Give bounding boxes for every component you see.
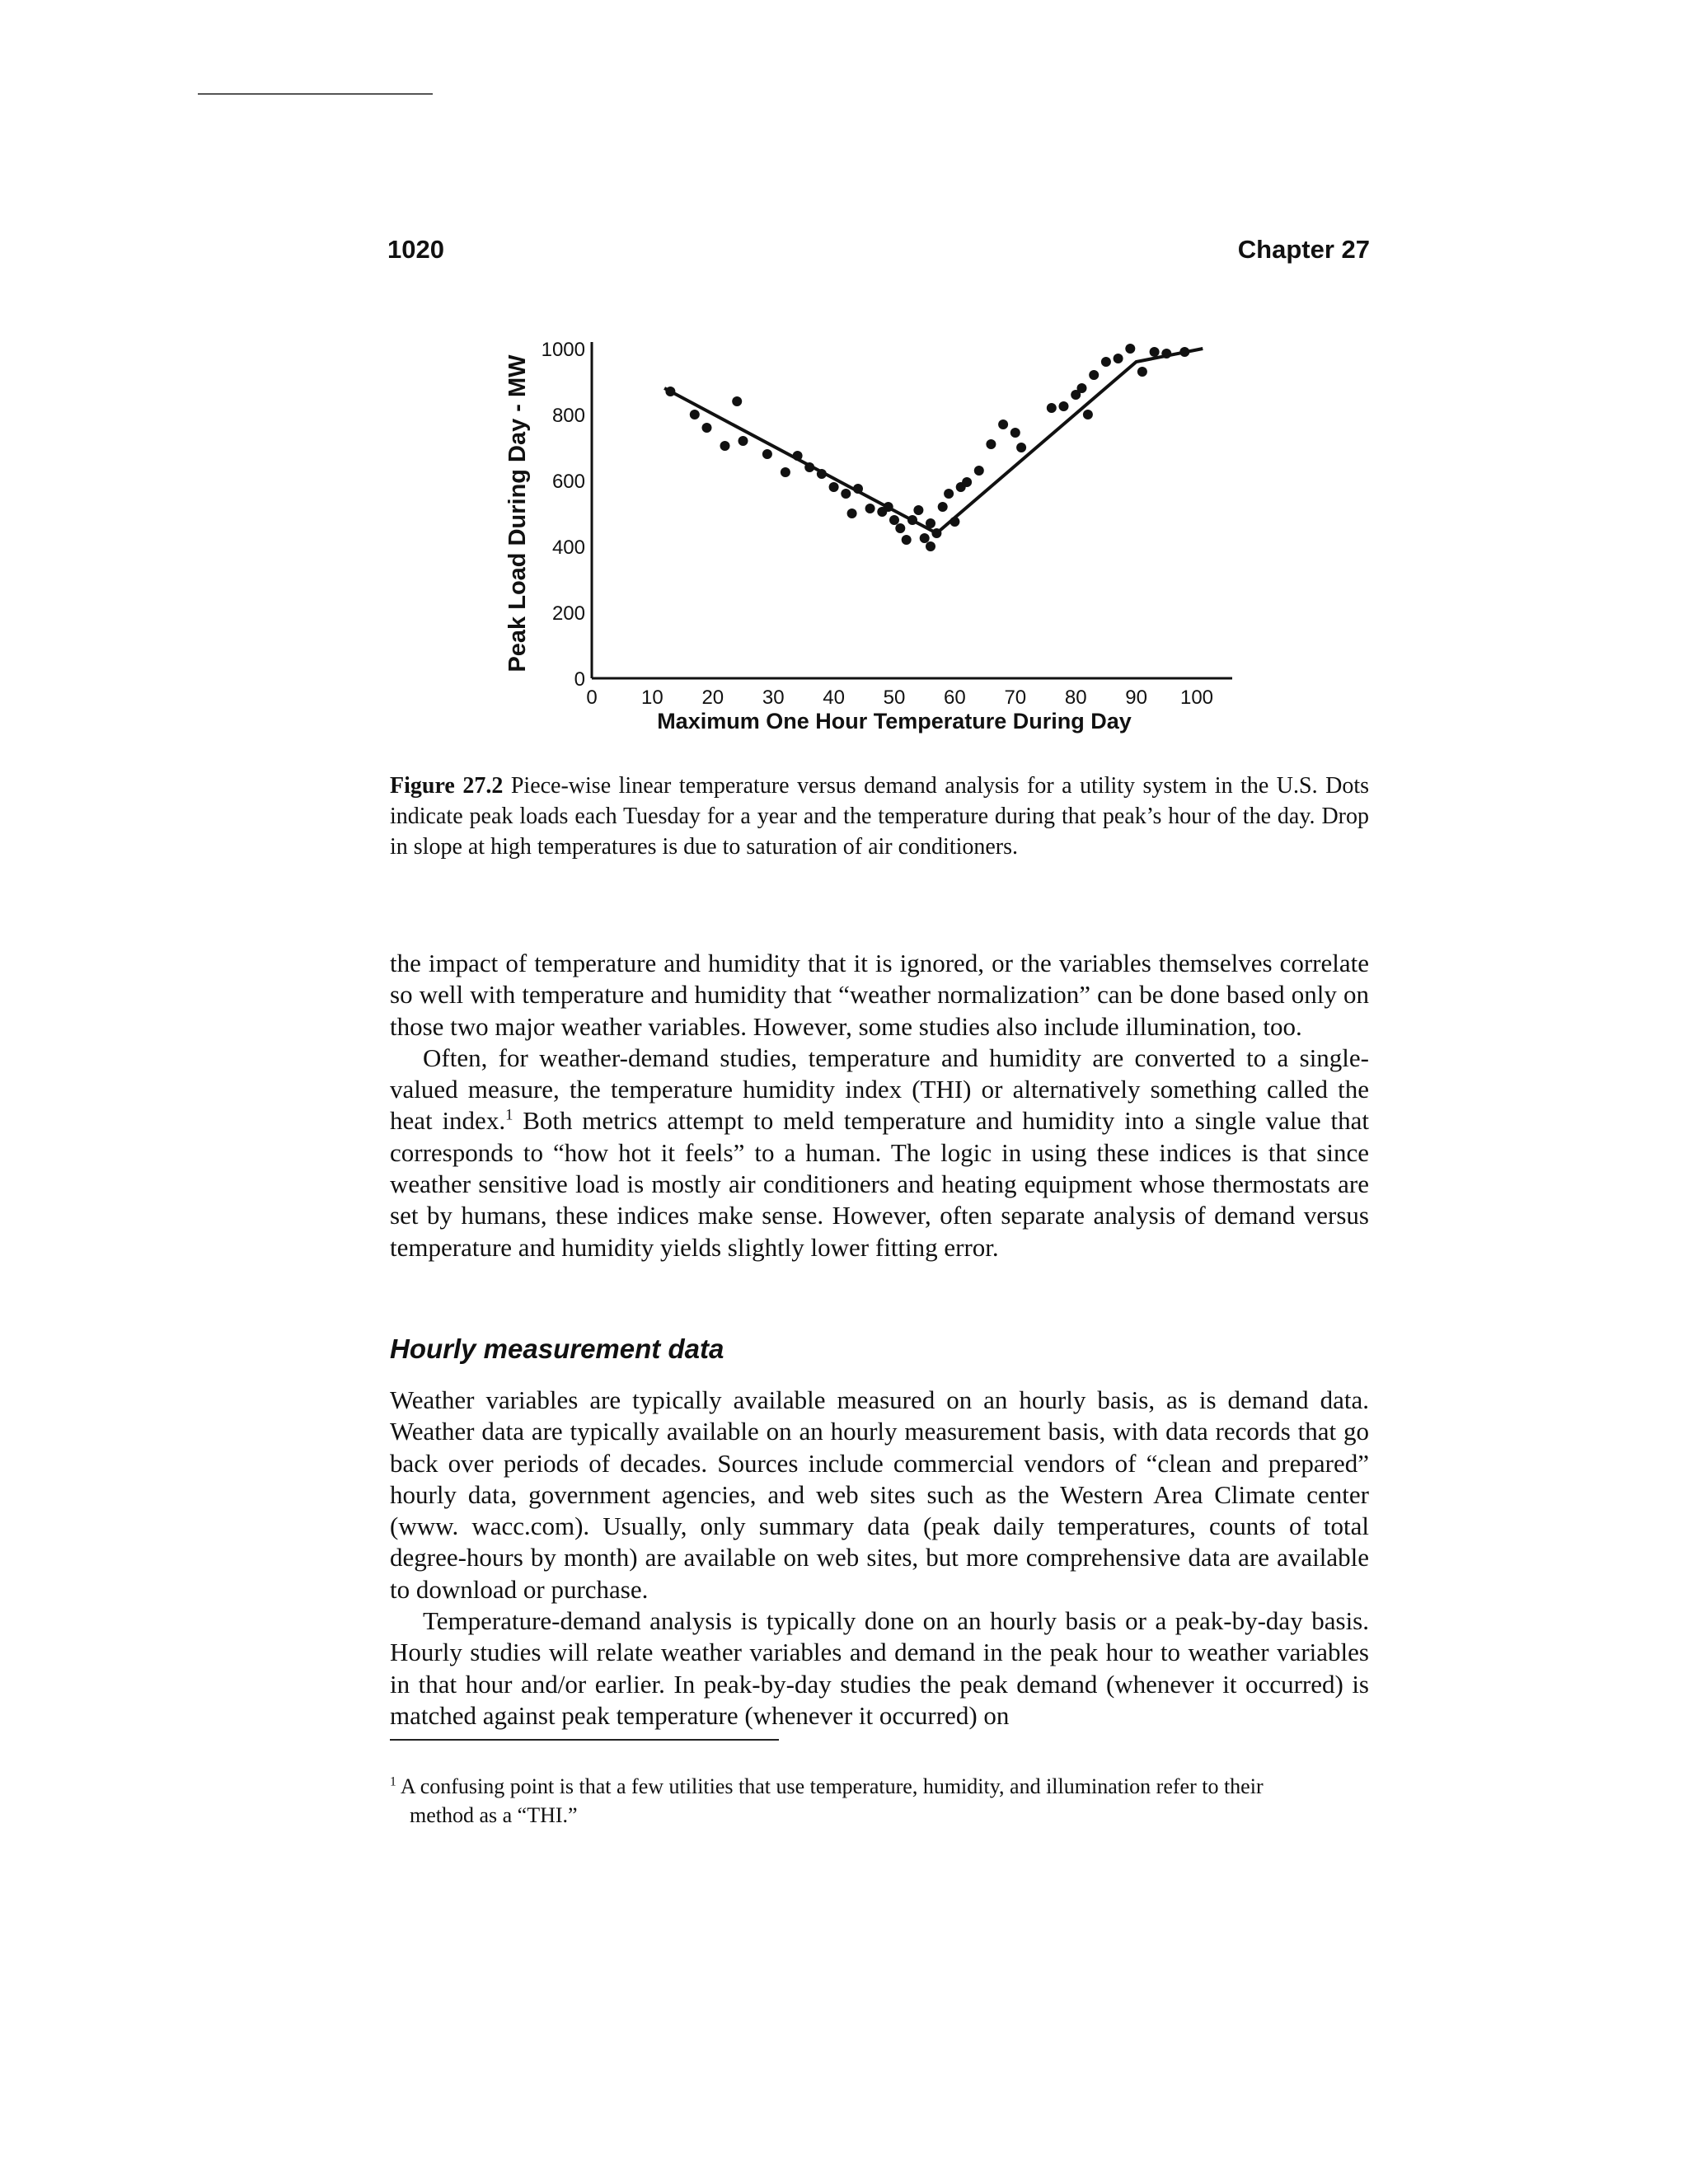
x-axis-label: Maximum One Hour Temperature During Day (657, 709, 1132, 733)
body-text-upper (390, 948, 1369, 1263)
data-point (1010, 428, 1020, 438)
section-heading: Hourly measurement data (390, 1333, 724, 1364)
footnote-text-continued: method as a “THI.” (410, 1803, 578, 1827)
y-tick-label: 200 (551, 602, 585, 625)
data-point (913, 505, 923, 515)
data-point (817, 469, 827, 479)
data-point (841, 489, 851, 499)
data-point (829, 482, 839, 492)
data-point (931, 528, 941, 538)
x-tick-label: 70 (1004, 687, 1027, 709)
y-axis (542, 339, 592, 691)
paragraph-2-part-b: Both metrics attempt to meld temperature and humidity into a single value that corresponds to “how hot it feels” to a human. The logic in using these indices is that since weather sensitive load is mostly air conditioners and heating equipment whose thermostats are set by humans, these indices make sense. However, often separate analysis of demand versus temperature and humidity yields slightly lower fitting error. (390, 1106, 1369, 1262)
figure-caption-text: Piece-wise linear temperature versus demand analysis for a utility system in the U.S. Dots indicate peak loads each Tuesday for a year and the temperature during that peak’s hour of the day. Drop in slope at high temperatures is due to saturation of air conditioners. (390, 773, 1369, 860)
y-tick-label: 400 (551, 537, 585, 559)
y-axis-label: Peak Load During Day - MW (504, 354, 531, 673)
data-point (702, 423, 712, 433)
data-point (895, 523, 905, 533)
data-point (1089, 370, 1099, 380)
x-tick-label: 90 (1125, 687, 1147, 709)
data-point (962, 477, 972, 487)
data-point (944, 489, 954, 499)
data-point (907, 515, 917, 525)
data-point (920, 533, 930, 543)
data-point (762, 449, 772, 459)
data-point (926, 518, 935, 528)
x-axis (586, 678, 1232, 709)
data-point (998, 419, 1008, 429)
data-point (1101, 357, 1111, 367)
body-text-lower (390, 1385, 1369, 1732)
x-tick-label: 20 (701, 687, 724, 709)
paragraph-1: the impact of temperature and humidity that it is ignored, or the variables themselves correlate so well with temperature and humidity that “weather normalization” can be done based only on those two major weather variables. However, some studies also include illumination, too. (390, 949, 1369, 1041)
y-tick-label: 1000 (541, 339, 585, 361)
data-point (938, 502, 948, 512)
data-point (889, 515, 899, 525)
scatter-chart (0, 0, 1688, 783)
page-number: 1020 (387, 235, 444, 264)
y-tick-label: 600 (551, 471, 585, 493)
data-point (1125, 344, 1135, 354)
data-point (738, 436, 748, 446)
paragraph-2 (390, 1043, 1369, 1263)
data-point (1047, 403, 1057, 413)
data-point (690, 410, 700, 419)
data-point (986, 439, 996, 449)
data-point (732, 396, 742, 406)
data-point (1016, 443, 1026, 452)
data-point (793, 451, 803, 461)
x-tick-label: 100 (1179, 687, 1214, 709)
data-point (884, 502, 893, 512)
x-tick-label: 80 (1064, 687, 1087, 709)
data-point (665, 387, 675, 396)
paragraph-3: Weather variables are typically available measured on an hourly basis, as is demand data. Weather data are typically available on an hourly measurement basis, with data records that go back over periods of decades. Sources include commercial vendors of “clean and prepared” hourly data, government agencies, and web sites such as the Western Area Climate center (www. wacc.com). Usually, only summary data (peak daily temperatures, counts of total degree-hours by month) are available on web sites, but more comprehensive data are available to download or purchase. (390, 1385, 1369, 1604)
footnote-text: A confusing point is that a few utilities that use temperature, humidity, and illumination refer to their (396, 1774, 1264, 1798)
figure-caption (390, 771, 1369, 862)
data-point (1161, 349, 1171, 359)
data-point (926, 541, 935, 551)
data-point (847, 509, 857, 518)
y-tick-label: 0 (574, 668, 585, 691)
data-point (865, 504, 875, 513)
paragraph-2-part-a: Often, for weather-demand studies, temperature and humidity are converted to a single-valued measure, the temperature humidity index (THI) or alternatively something called the heat index. (390, 1043, 1369, 1136)
data-point (1059, 401, 1069, 411)
data-point (1179, 347, 1189, 357)
data-point (1150, 347, 1160, 357)
data-point (1114, 354, 1123, 363)
data-point (1077, 383, 1087, 393)
data-point (781, 467, 790, 477)
x-tick-label: 0 (586, 687, 598, 709)
x-tick-label: 40 (823, 687, 845, 709)
x-tick-label: 10 (641, 687, 663, 709)
data-point (950, 517, 959, 527)
data-point (853, 484, 863, 494)
footnote-reference: 1 (505, 1107, 513, 1125)
points-group (665, 344, 1189, 551)
footnote-rule (390, 1739, 779, 1741)
data-point (804, 462, 814, 472)
data-point (902, 535, 912, 545)
chapter-label: Chapter 27 (1237, 235, 1370, 264)
data-point (1137, 367, 1147, 377)
x-tick-label: 50 (883, 687, 906, 709)
figure-label: Figure 27.2 (390, 773, 504, 799)
data-point (720, 441, 730, 451)
paragraph-4: Temperature-demand analysis is typically done on an hourly basis or a peak-by-day basis. Hourly studies will relate weather variables and demand in the peak hour to weather variables in that hour and/or earlier. In peak-by-day studies the peak demand (whenever it occurred) is matched against peak temperature (whenever it occurred) on (390, 1606, 1369, 1730)
footnote-marker: 1 (390, 1774, 396, 1789)
x-tick-label: 30 (762, 687, 785, 709)
y-tick-label: 800 (551, 405, 585, 427)
data-point (974, 466, 984, 476)
footnote (390, 1772, 1369, 1830)
x-tick-label: 60 (944, 687, 966, 709)
data-point (1083, 410, 1093, 419)
